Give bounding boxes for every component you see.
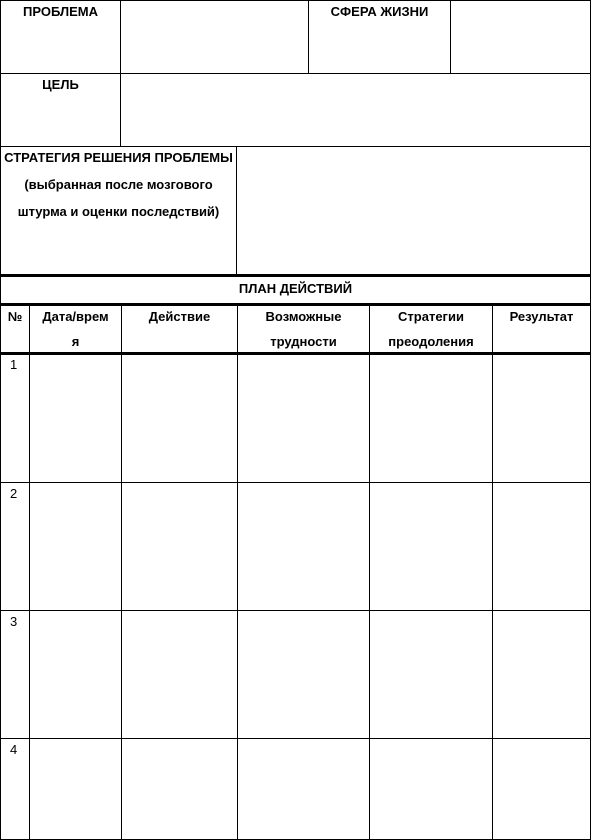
rule [121,305,122,840]
rule [29,305,30,840]
strategy-label-line-2: (выбранная после мозгового [24,177,213,192]
rule [450,0,451,74]
strategy-label-line-1: СТРАТЕГИЯ РЕШЕНИЯ ПРОБЛЕМЫ [4,150,233,165]
problem-label: ПРОБЛЕМА [23,4,98,19]
col-header-number: № [7,309,23,324]
row-number: 4 [10,742,18,757]
strategy-label-line-3: штурма и оценки последствий) [17,204,220,219]
col-header-datetime-line-1: Дата/врем [42,309,109,324]
col-header-result: Результат [509,309,574,324]
col-header-datetime-line-2: я [71,334,80,349]
rule [0,0,1,840]
rule [0,482,591,483]
life-area-label: СФЕРА ЖИЗНИ [330,4,429,19]
col-header-difficulties-line-1: Возможные [265,309,342,324]
rule [369,305,370,840]
rule [0,738,591,739]
col-header-strategies-line-1: Стратегии [398,309,464,324]
goal-label: ЦЕЛЬ [42,77,79,92]
row-number: 1 [10,357,18,372]
rule [492,305,493,840]
rule [0,610,591,611]
col-header-action: Действие [148,309,211,324]
plan-title: ПЛАН ДЕЙСТВИЙ [238,281,353,296]
row-number: 2 [10,486,18,501]
rule [120,0,121,147]
row-number: 3 [10,614,18,629]
rule [236,146,237,275]
col-header-strategies-line-2: преодоления [388,334,474,349]
col-header-difficulties-line-2: трудности [270,334,337,349]
rule [237,305,238,840]
